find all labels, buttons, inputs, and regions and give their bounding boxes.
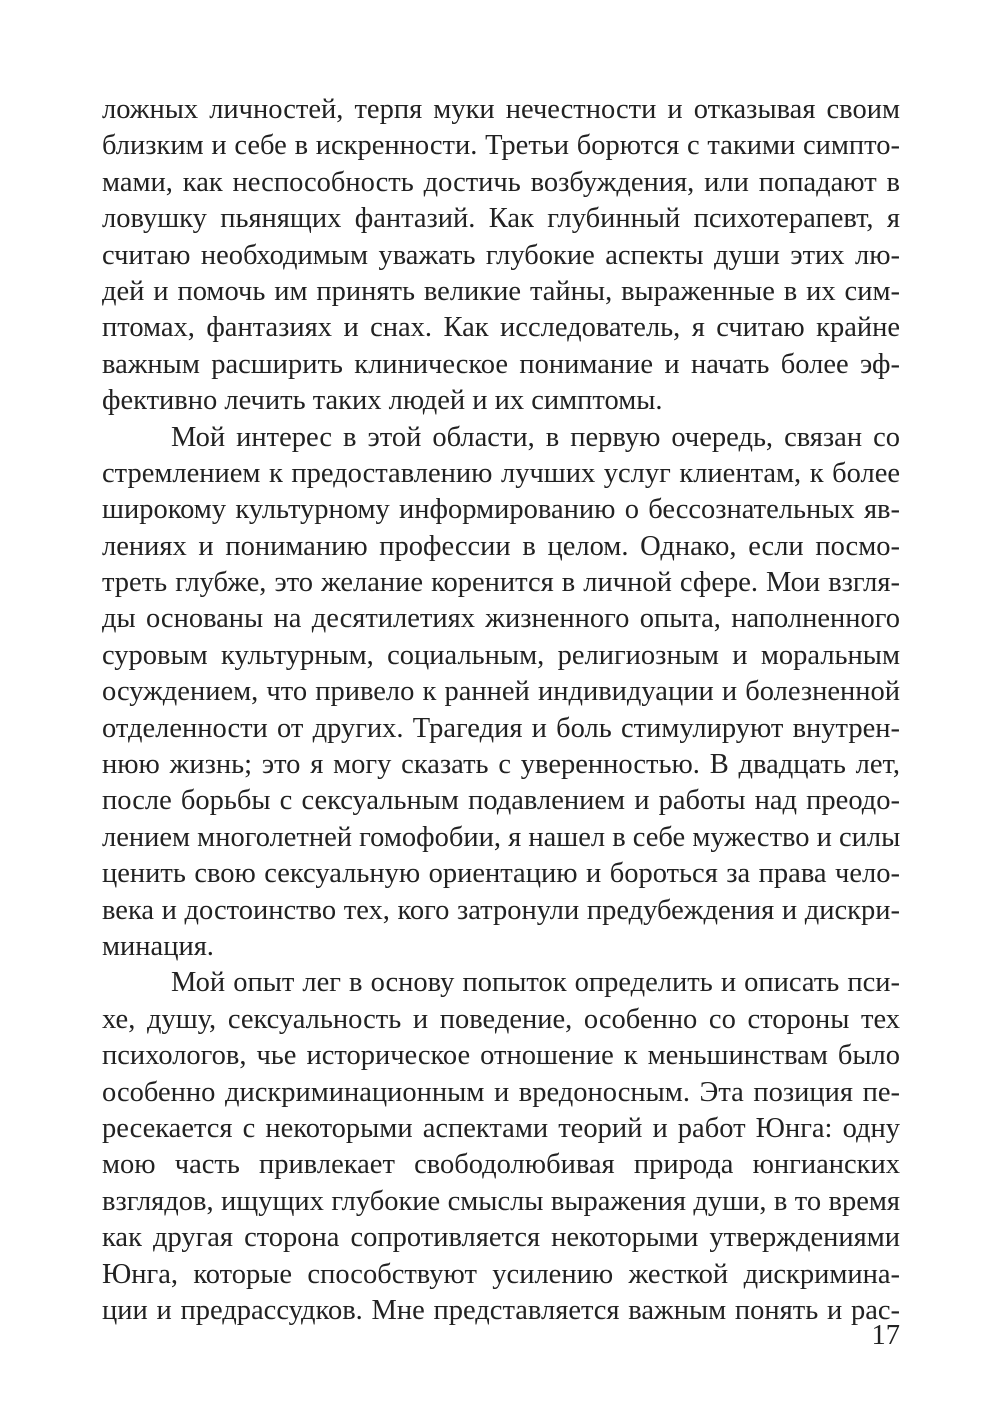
text-line: ценить свою сексуальную ориентацию и бороться за права чело- <box>102 858 900 890</box>
text-line: отделенности от других. Трагедия и боль стимулируют внутрен- <box>102 712 900 744</box>
text-line: ды основаны на десятилетиях жизненного опыта, наполненного <box>102 603 900 635</box>
text-line: как другая сторона сопротивляется некоторыми утверждениями <box>102 1222 900 1254</box>
text-line: ловушку пьянящих фантазий. Как глубинный психотерапевт, я <box>102 203 900 235</box>
text-line: дей и помочь им принять великие тайны, выраженные в их сим- <box>102 275 900 307</box>
text-line: близким и себе в искренности. Третьи борются с такими симпто- <box>102 130 900 162</box>
text-line: стремлением к предоставлению лучших услуг клиентам, к более <box>102 457 900 489</box>
text-line: после борьбы с сексуальным подавлением и работы над преодо- <box>102 785 900 817</box>
text-line: осуждением, что привело к ранней индивидуации и болезненной <box>102 676 900 708</box>
page-number: 17 <box>871 1320 900 1351</box>
text-line: лениях и пониманию профессии в целом. Однако, если посмо- <box>102 530 900 562</box>
text-line: птомах, фантазиях и снах. Как исследователь, я считаю крайне <box>102 312 900 344</box>
text-line: Мой интерес в этой области, в первую очередь, связан со <box>171 421 900 453</box>
body-text <box>102 92 900 1329</box>
text-line: фективно лечить таких людей и их симптомы. <box>102 385 663 417</box>
text-line: века и достоинство тех, кого затронули предубеждения и дискри- <box>102 894 900 926</box>
text-line: ции и предрассудков. Мне представляется важным понять и рас- <box>102 1294 900 1326</box>
text-line: треть глубже, это желание коренится в личной сфере. Мои взгля- <box>102 567 900 599</box>
text-line: хе, душу, сексуальность и поведение, особенно со стороны тех <box>102 1003 900 1035</box>
text-line: мами, как неспособность достичь возбуждения, или попадают в <box>102 166 900 198</box>
text-line: ресекается с некоторыми аспектами теорий и работ Юнга: одну <box>102 1112 900 1144</box>
text-line: нюю жизнь; это я могу сказать с уверенностью. В двадцать лет, <box>102 749 900 781</box>
text-line: психологов, чье историческое отношение к меньшинствам было <box>102 1040 900 1072</box>
paragraph-3 <box>102 965 900 1329</box>
text-line: лением многолетней гомофобии, я нашел в себе мужество и силы <box>102 821 901 853</box>
text-line: особенно дискриминационным и вредоносным. Эта позиция пе- <box>102 1076 900 1108</box>
text-line: Юнга, которые способствуют усилению жесткой дискримина- <box>102 1258 900 1290</box>
text-line: считаю необходимым уважать глубокие аспекты души этих лю- <box>102 239 900 271</box>
paragraph-2 <box>102 420 900 966</box>
paragraph-1 <box>102 92 900 420</box>
text-line: широкому культурному информированию о бессознательных яв- <box>102 494 900 526</box>
text-line: взглядов, ищущих глубокие смыслы выражения души, в то время <box>102 1185 900 1217</box>
text-line: суровым культурным, социальным, религиозным и моральным <box>102 639 900 671</box>
text-line: мою часть привлекает свободолюбивая природа юнгианских <box>102 1149 900 1181</box>
text-line: ложных личностей, терпя муки нечестности и отказывая своим <box>102 94 900 125</box>
text-line: важным расширить клиническое понимание и начать более эф- <box>102 348 900 380</box>
text-line: минация. <box>102 930 214 962</box>
text-line: Мой опыт лег в основу попыток определить и описать пси- <box>171 967 900 999</box>
